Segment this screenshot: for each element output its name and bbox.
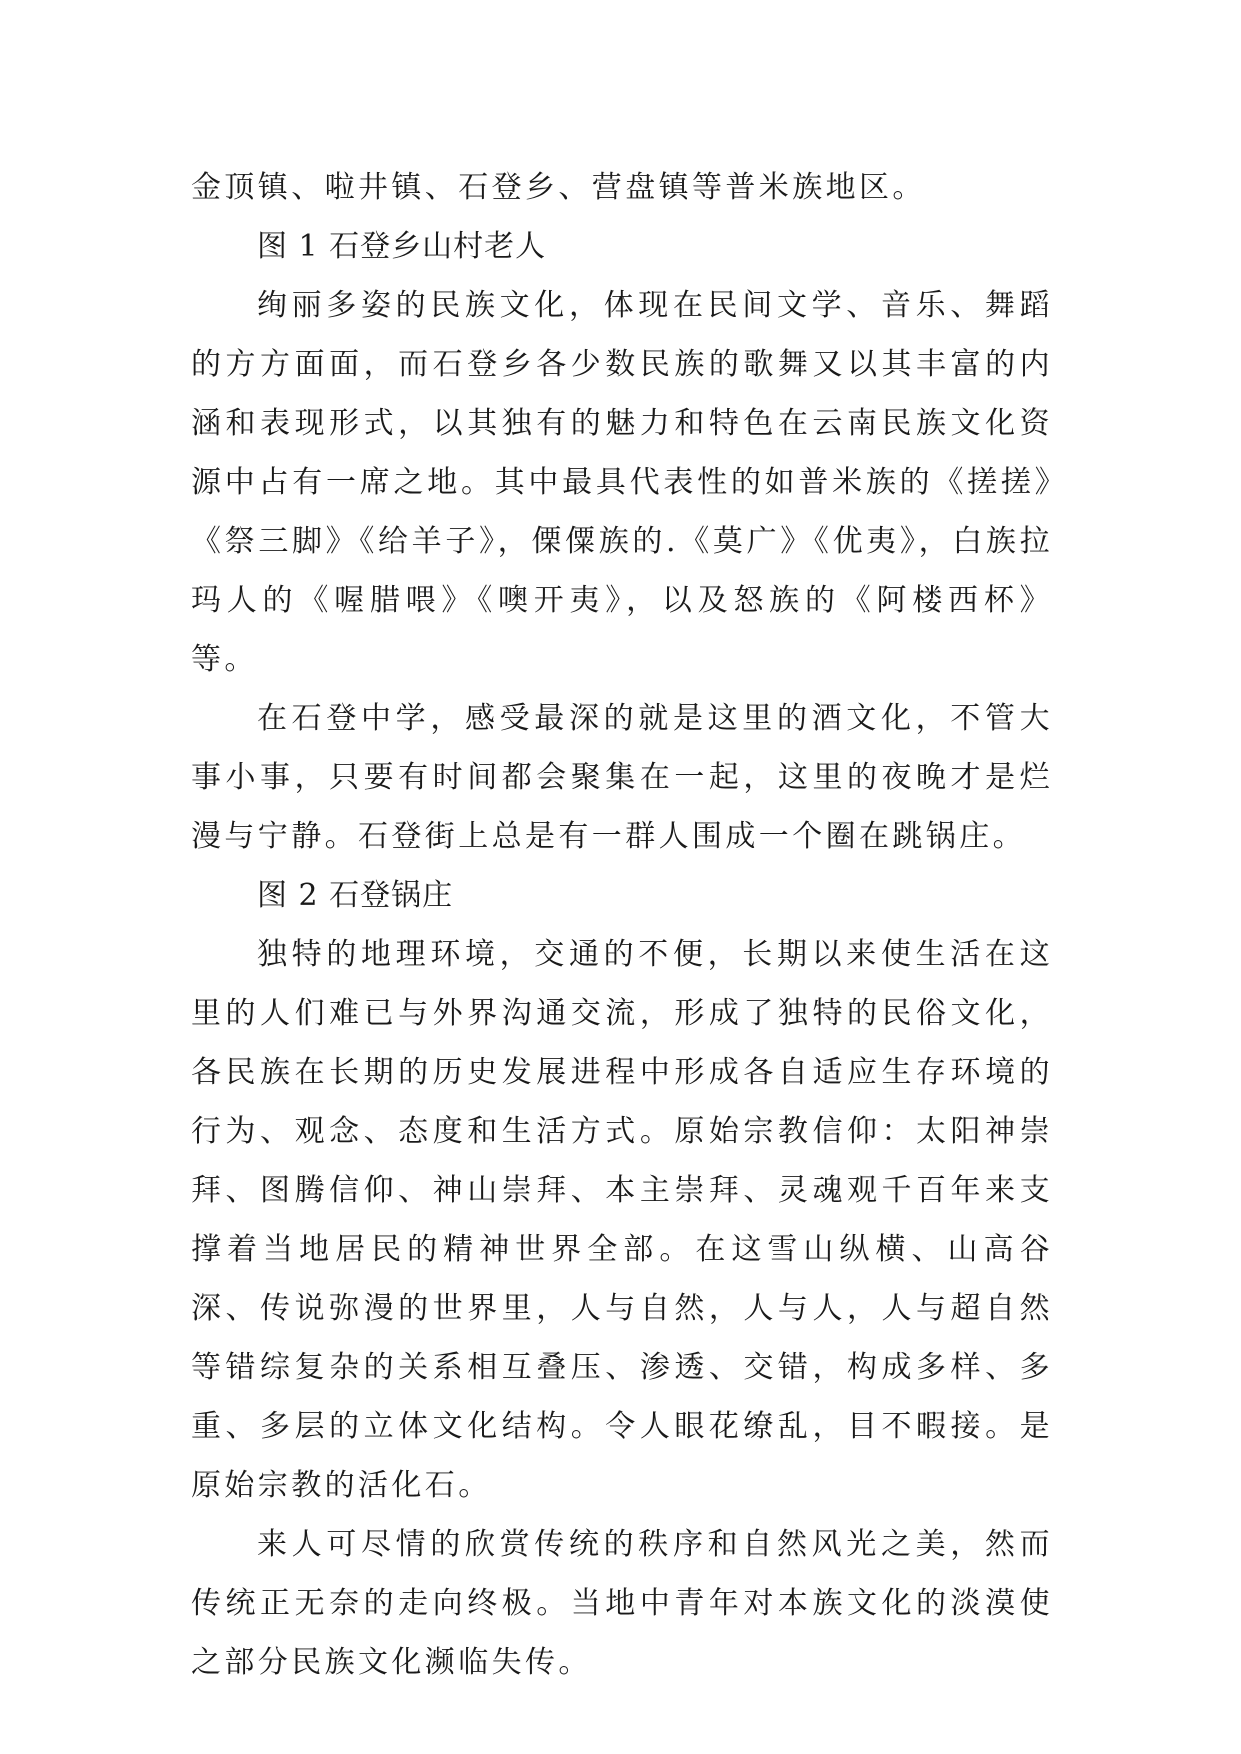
figure-caption-2: 图 2 石登锅庄: [257, 878, 454, 913]
paragraph-1: 金顶镇、啦井镇、石登乡、营盘镇等普米族地区。: [191, 170, 926, 205]
paragraph-3: 在石登中学，感受最深的就是这里的酒文化，不管大事小事，只要有时间都会聚集在一起，这里的夜晚才是烂漫与宁静。石登街上总是有一群人围成一个圈在跳锅庄。: [191, 701, 1053, 854]
paragraph-2: 绚丽多姿的民族文化，体现在民间文学、音乐、舞蹈的方方面面，而石登乡各少数民族的歌舞又以其丰富的内涵和表现形式，以其独有的魅力和特色在云南民族文化资源中占有一席之地。其中最具代表性的如普米族的《搓搓》《祭三脚》《给羊子》，傈僳族的.《莫广》《优夷》，白族拉玛人的《喔腊喂》《噢开夷》，以及怒族的《阿楼西杯》等。: [191, 288, 1053, 677]
document-body: [191, 158, 1053, 1692]
paragraph-4: 独特的地理环境，交通的不便，长期以来使生活在这里的人们难已与外界沟通交流，形成了独特的民俗文化，各民族在长期的历史发展进程中形成各自适应生存环境的行为、观念、态度和生活方式。原始宗教信仰：太阳神崇拜、图腾信仰、神山崇拜、本主崇拜、灵魂观千百年来支撑着当地居民的精神世界全部。在这雪山纵横、山高谷深、传说弥漫的世界里，人与自然，人与人，人与超自然等错综复杂的关系相互叠压、渗透、交错，构成多样、多重、多层的立体文化结构。令人眼花缭乱，目不暇接。是原始宗教的活化石。: [191, 937, 1053, 1503]
paragraph-5: 来人可尽情的欣赏传统的秩序和自然风光之美，然而传统正无奈的走向终极。当地中青年对本族文化的淡漠使之部分民族文化濒临失传。: [191, 1527, 1053, 1680]
figure-caption-1: 图 1 石登乡山村老人: [257, 229, 547, 264]
